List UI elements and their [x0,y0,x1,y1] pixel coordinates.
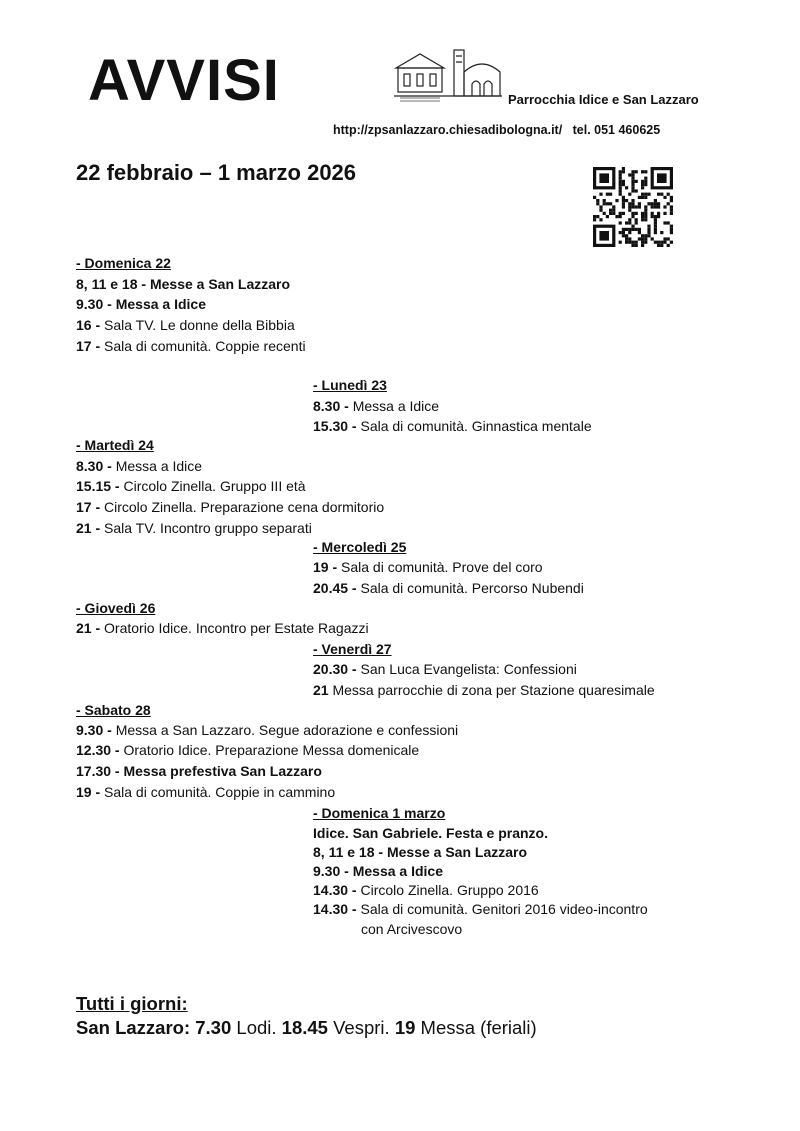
event-text: Messe a San Lazzaro [386,844,528,860]
event-text: Sala di comunità. Ginnastica mentale [360,418,592,434]
event-text: Messa a Idice [115,458,203,474]
day-heading: - Lunedì 23 [313,377,387,393]
daily-time: 19 [394,1017,416,1038]
event-text: con Arcivescovo [361,921,463,937]
event-text: Messa parrocchie di zona per Stazione quaresimale [332,682,655,698]
event-time: 8.30 - [313,398,349,414]
event-time: 15.30 - [313,418,357,434]
event-row [76,520,312,536]
event-text: Messa a Idice [352,863,443,879]
event-row [313,863,443,879]
event-time: 19 - [76,784,101,800]
event-row [361,921,462,937]
date-range-heading: 22 febbraio – 1 marzo 2026 [76,160,357,185]
daily-schedule-line [76,1017,537,1039]
event-time: 21 [313,682,329,698]
event-row [313,418,592,434]
day-heading: - Domenica 22 [76,255,171,271]
event-text: Sala TV. Le donne della Bibbia [104,317,295,333]
daily-place: San Lazzaro: [76,1017,191,1038]
event-row [76,276,290,292]
event-text: Messa a Idice [352,398,440,414]
event-text: Messa prefestiva San Lazzaro [123,763,322,779]
event-text: Sala TV. Incontro gruppo separati [104,520,312,536]
event-time: 21 - [76,620,101,636]
event-time: 17.30 - [76,763,120,779]
daily-label: Vespri. [333,1017,390,1038]
event-text: Circolo Zinella. Gruppo III età [123,478,306,494]
event-row [76,338,306,354]
day-heading: - Domenica 1 marzo [313,805,446,821]
phone-number: tel. 051 460625 [572,123,661,137]
event-row [76,478,306,494]
event-time: 20.45 - [313,580,357,596]
event-text: Sala di comunità. Prove del coro [341,559,543,575]
event-time: 21 - [76,520,101,536]
event-text: Messe a San Lazzaro [149,276,291,292]
event-text: Sala di comunità. Coppie in cammino [104,784,336,800]
event-row [313,682,655,698]
parish-logo [392,46,504,104]
event-time: 12.30 - [76,742,120,758]
event-text: Oratorio Idice. Incontro per Estate Ragazzi [104,620,369,636]
event-row [313,825,548,841]
event-time: 16 - [76,317,101,333]
website-link[interactable]: http://zpsanlazzaro.chiesadibologna.it/ [333,123,563,137]
event-text: Sala di comunità. Percorso Nubendi [360,580,584,596]
event-row [76,784,335,800]
page-title: AVVISI [88,48,280,113]
event-row [76,722,458,738]
day-heading: - Martedì 24 [76,437,154,453]
daily-time: 18.45 [281,1017,328,1038]
event-text: Sala di comunità. Genitori 2016 video-incontro [360,901,648,917]
daily-label: Lodi. [236,1017,277,1038]
event-text: Circolo Zinella. Gruppo 2016 [360,882,539,898]
event-time: 8, 11 e 18 - [76,276,147,292]
event-time: 9.30 - [313,863,349,879]
event-time: 14.30 - [313,882,357,898]
event-text: Messa a San Lazzaro. Segue adorazione e confessioni [115,722,459,738]
event-row [76,620,369,636]
event-time: 15.15 - [76,478,120,494]
event-row [313,844,527,860]
day-heading: - Giovedì 26 [76,600,156,616]
qr-code [593,167,673,247]
event-text: Circolo Zinella. Preparazione cena dormitorio [104,499,385,515]
event-row [313,661,577,677]
event-time: 9.30 - [76,722,112,738]
event-row [76,296,206,312]
event-row [76,742,419,758]
event-time: 8, 11 e 18 - [313,844,384,860]
event-row [313,882,539,898]
event-row [76,458,202,474]
daily-heading: Tutti i giorni: [76,993,188,1014]
event-time: 17 - [76,499,101,515]
event-time: 17 - [76,338,101,354]
event-text: Sala di comunità. Coppie recenti [104,338,306,354]
event-time: 8.30 - [76,458,112,474]
event-row [313,559,543,575]
parish-name: Parrocchia Idice e San Lazzaro [508,92,699,107]
event-row [76,763,322,779]
contact-line [333,123,660,137]
event-time: 14.30 - [313,901,357,917]
event-text: Messa a Idice [115,296,206,312]
event-text: Idice. San Gabriele. Festa e pranzo. [313,825,548,841]
day-heading: - Mercoledì 25 [313,539,407,555]
event-row [313,580,584,596]
event-row [76,317,295,333]
event-row [313,901,648,917]
event-time: 9.30 - [76,296,112,312]
daily-label: Messa (feriali) [420,1017,537,1038]
event-row [76,499,384,515]
event-time: 20.30 - [313,661,357,677]
event-text: San Luca Evangelista: Confessioni [360,661,577,677]
event-row [313,398,439,414]
day-heading: - Sabato 28 [76,702,151,718]
event-text: Oratorio Idice. Preparazione Messa domenicale [123,742,420,758]
daily-time: 7.30 [195,1017,232,1038]
event-time: 19 - [313,559,338,575]
day-heading: - Venerdì 27 [313,641,392,657]
